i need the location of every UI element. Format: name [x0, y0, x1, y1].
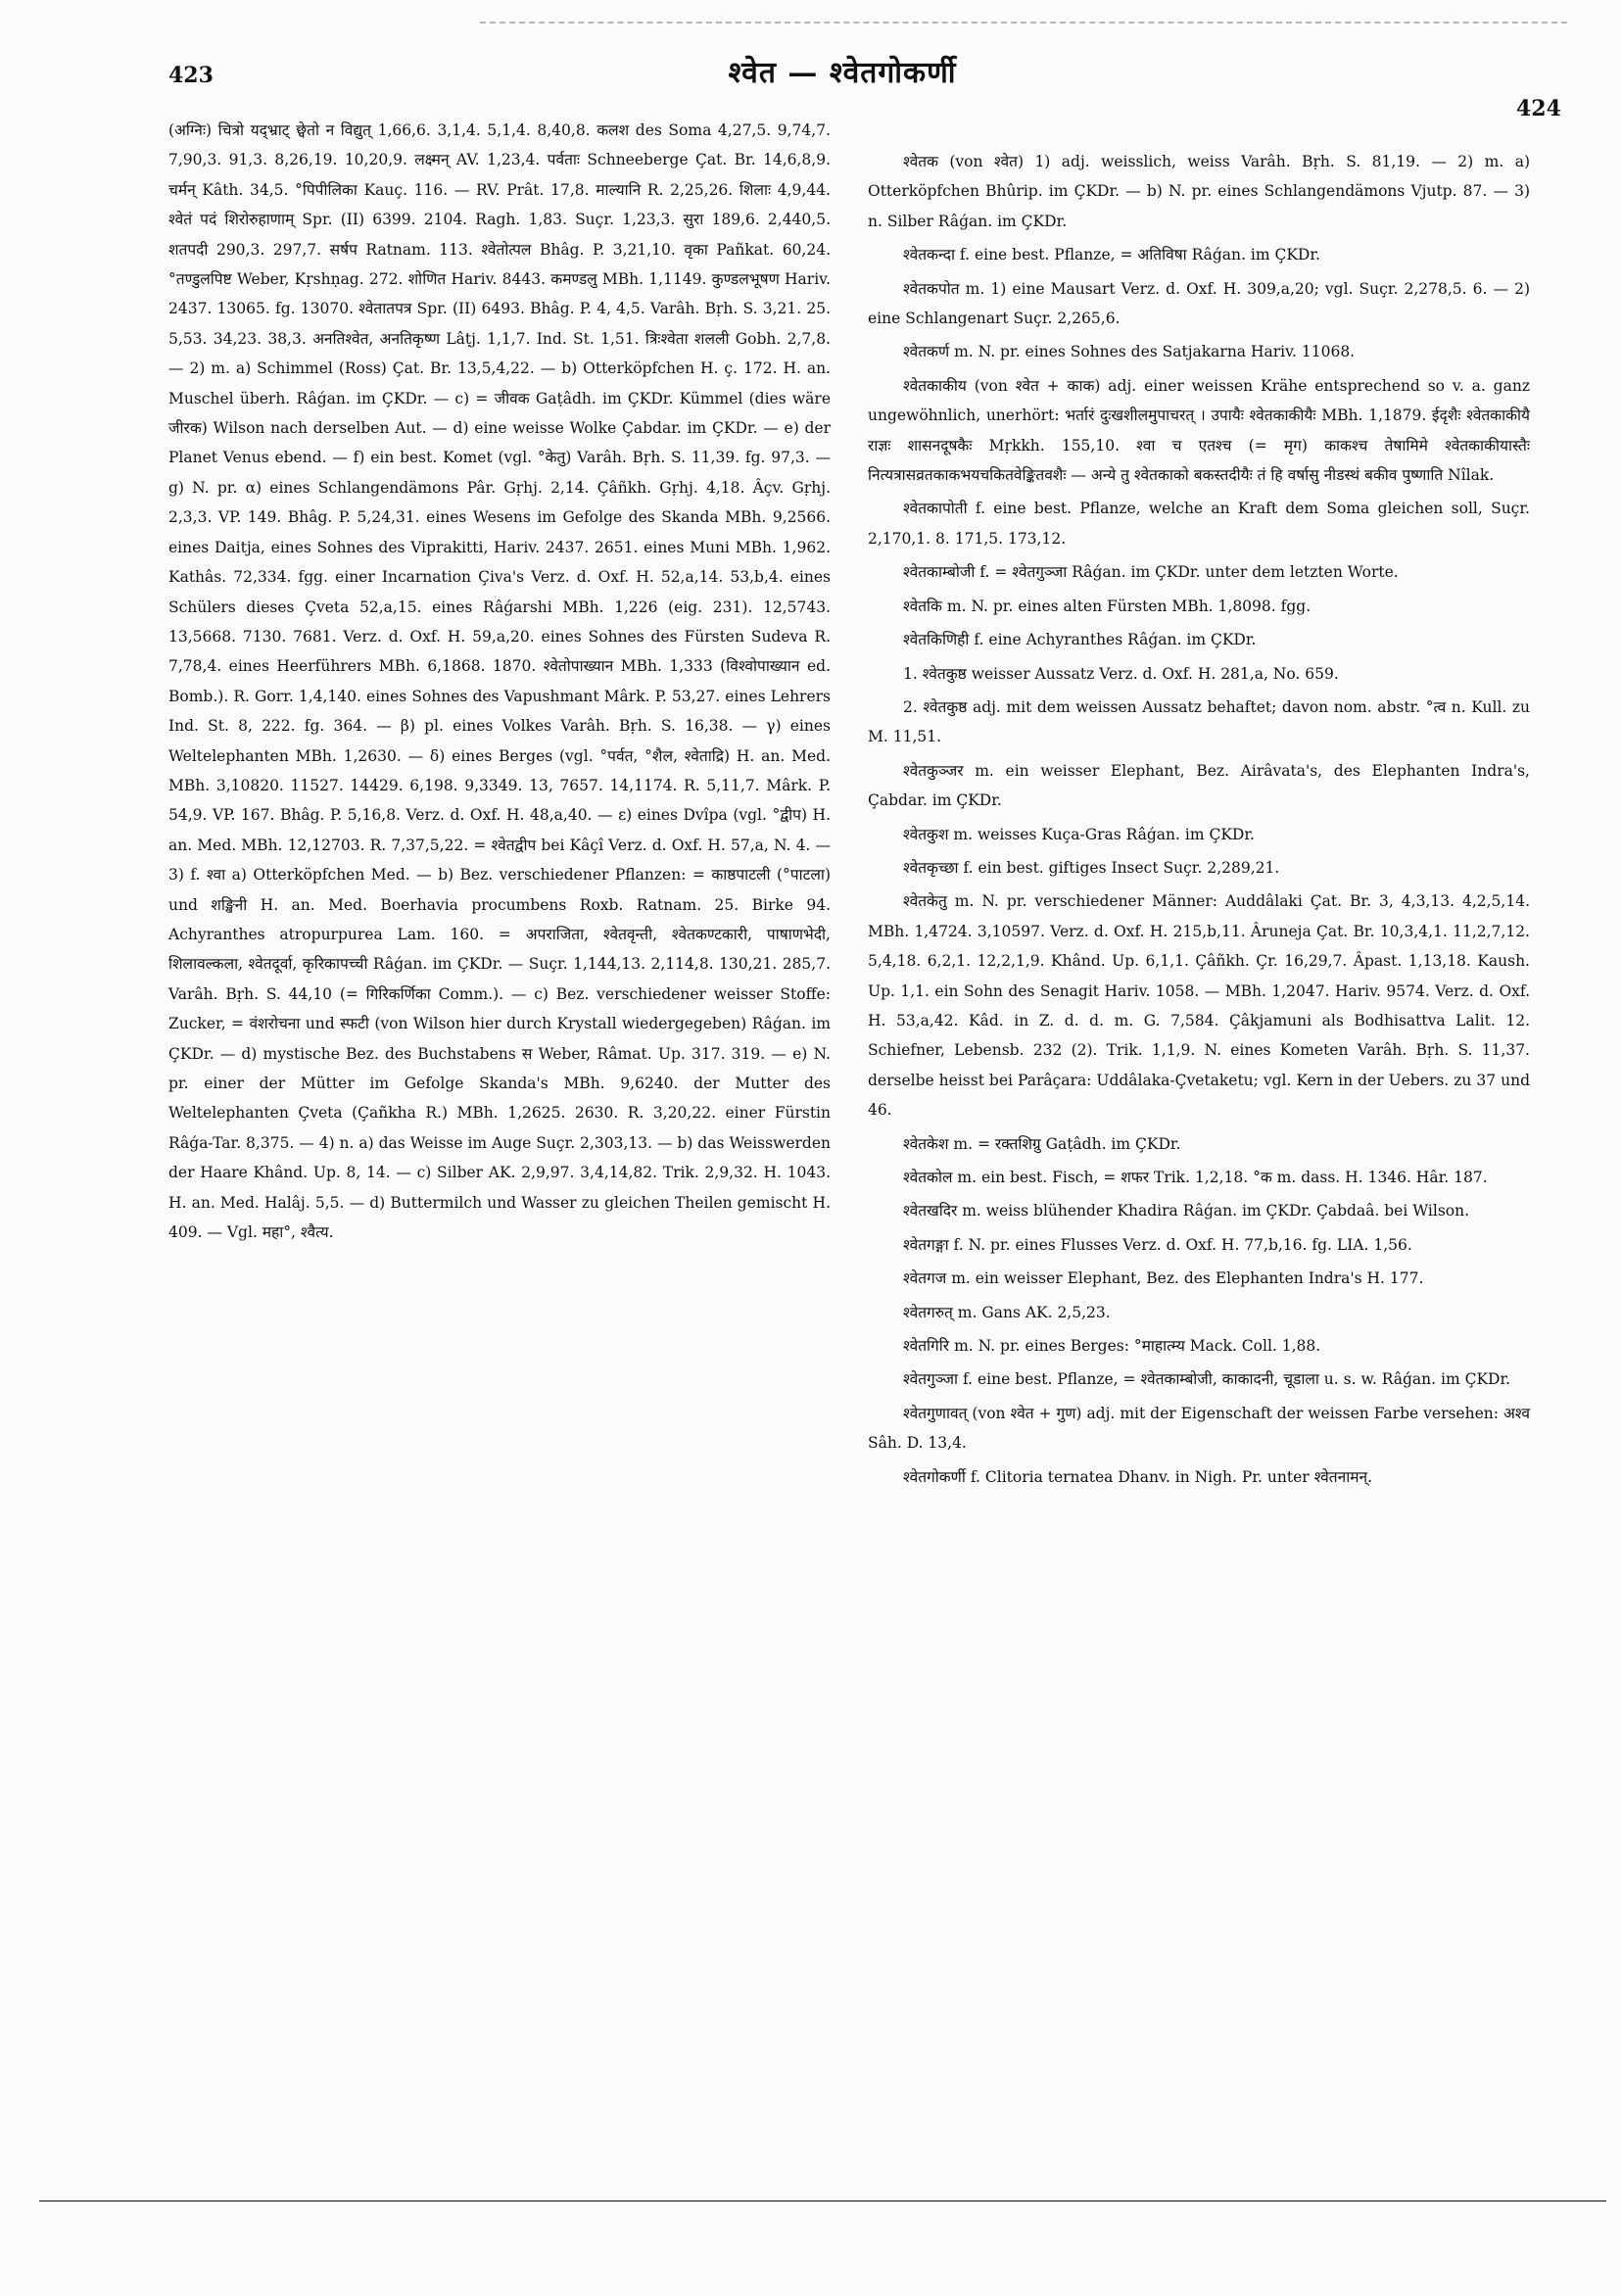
left-column: [168, 116, 831, 1247]
entry-shvetagarut: श्वेतगरुत् m. Gans AK. 2,5,23.: [903, 1303, 1111, 1321]
entry-shvetakola: श्वेतकोल m. ein best. Fisch, = शफर Trik. 1,2,18. °क m. dass. H. 1346. Hâr. 187.: [903, 1169, 1488, 1186]
entry-shvetakunjara: श्वेतकुञ्जर m. ein weisser Elephant, Bez. Airâvata's, des Elephanten Indra's, Çabdar. im ÇKDr.: [868, 761, 1530, 810]
entry-shvetakakiya: श्वेतकाकीय (von श्वेत + काक) adj. einer weissen Krähe entsprechend so v. a. ganz ungewöhnlich, unerhört: भर्तारं दुःखशीलमुपाचरत् । उपायैः श्वेतकाकीयैः MBh. 1,1879. ईदृशैः श्वेतकाकीयै राज्ञः शासनदूषकैः Mṛkkh. 155,10. श्वा च एतश्च (= मृग) काकश्च तेषामिमे श्वेतकाकीयास्तैः नित्यत्रासव्रतकाकभयचकितवेङ्कितवशैः — अन्ये तु श्वेतकाको बकस्तदीयैः तं हि वर्षासु नीडस्थं बकीव पुष्णाति Nîlak.: [868, 376, 1530, 485]
right-column: [868, 147, 1530, 1496]
left-column-text: (अग्निः) चित्रो यद्भ्राट् छ्वेतो न विद्युत् 1,66,6. 3,1,4. 5,1,4. 8,40,8. कलश des Soma 4,27,5. 9,74,7. 7,90,3. 91,3. 8,26,19. 10,20,9. लक्ष्मन् AV. 1,23,4. पर्वताः Schneeberge Çat. Br. 14,6,8,9. चर्मन् Kâth. 34,5. °पिपीलिका Kauç. 116. — RV. Prât. 17,8. माल्यानि R. 2,25,26. शिलाः 4,9,44. श्वेतं पदं शिरोरुहाणाम् Spr. (II) 6399. 2104. Ragh. 1,83. Suçr. 1,23,3. सुरा 189,6. 2,440,5. शतपदी 290,3. 297,7. सर्षप Ratnam. 113. श्वेतोत्पल Bhâg. P. 3,21,10. वृका Pañkat. 60,24. °तण्डुलपिष्ट Weber, Kṛshṇag. 272. शोणित Hariv. 8443. कमण्डलु MBh. 1,1149. कुण्डलभूषण Hariv. 2437. 13065. fg. 13070. श्वेतातपत्र Spr. (II) 6493. Bhâg. P. 4, 4,5. Varâh. Bṛh. S. 3,21. 25. 5,53. 34,23. 38,3. अनतिश्वेत, अनतिकृष्ण Lâṭj. 1,1,7. Ind. St. 1,51. त्रिःश्वेता शलली Gobh. 2,7,8. — 2) m. a) Schimmel (Ross) Çat. Br. 13,5,4,22. — b) Otterköpfchen H. ç. 172. H. an. Muschel überh. Râǵan. im ÇKDr. — c) = जीवक Gaṭâdh. im ÇKDr. Kümmel (dies wäre जीरक) Wilson nach derselben Aut. — d) eine weisse Wolke Çabdar. im ÇKDr. — e) der Planet Venus ebend. — f) ein best. Komet (vgl. °केतु) Varâh. Bṛh. S. 11,39. fg. 97,3. — g) N. pr. α) eines Schlangendämons Pâr. Gṛhj. 2,14. Çâñkh. Gṛhj. 4,18. Âçv. Gṛhj. 2,3,3. VP. 149. Bhâg. P. 5,24,31. eines Wesens im Gefolge des Skanda MBh. 9,2566. eines Daitja, eines Sohnes des Viprakitti, Hariv. 2437. 2651. eines Muni MBh. 1,962. Kathâs. 72,334. fgg. einer Incarnation Çiva's Verz. d. Oxf. H. 52,a,14. 53,b,4. eines Schülers dieses Çveta 52,a,15. eines Râǵarshi MBh. 1,226 (eig. 231). 12,5743. 13,5668. 7130. 7681. Verz. d. Oxf. H. 59,a,20. eines Sohnes des Fürsten Sudeva R. 7,78,4. eines Heerführers MBh. 6,1868. 1870. श्वेतोपाख्यान MBh. 1,333 (विश्वोपाख्यान ed. Bomb.). R. Gorr. 1,4,140. eines Sohnes des Vapushmant Mârk. P. 53,27. eines Lehrers Ind. St. 8, 222. fg. 364. — β) pl. eines Volkes Varâh. Bṛh. S. 16,38. — γ) eines Weltelephanten MBh. 1,2630. — δ) eines Berges (vgl. °पर्वत, °शैल, श्वेताद्रि) H. an. Med. MBh. 3,10820. 11527. 14429. 6,198. 9,3349. 13, 7657. 14,1174. R. 5,11,7. Mârk. P. 54,9. VP. 167. Bhâg. P. 5,16,8. Verz. d. Oxf. H. 48,a,40. — ε) eines Dvîpa (vgl. °द्वीप) H. an. Med. MBh. 12,12703. R. 7,37,5,22. = श्वेतद्वीप bei Kâçî Verz. d. Oxf. H. 57,a, N. 4. — 3) f. श्वा a) Otterköpfchen Med. — b) Bez. verschiedener Pflanzen: = काष्ठपाटली (°पाटला) und शङ्खिनी H. an. Med. Boerhavia procumbens Roxb. Ratnam. 25. Birke 94. Achyranthes atropurpurea Lam. 160. = अपराजिता, श्वेतवृन्ती, श्वेतकण्टकारी, पाषाणभेदी, शिलावल्कला, श्वेतदूर्वा, कृरिकापच्ची Râǵan. im ÇKDr. — Suçr. 1,144,13. 2,114,8. 130,21. 285,7. Varâh. Bṛh. S. 44,10 (= गिरिकर्णिका Comm.). — c) Bez. verschiedener weisser Stoffe: Zucker, = वंशरोचना und स्फटी (von Wilson hier durch Krystall wiedergegeben) Râǵan. im ÇKDr. — d) mystische Bez. des Buchstabens स Weber, Râmat. Up. 317. 319. — e) N. pr. einer der Mütter im Gefolge Skanda's MBh. 9,6240. der Mutter des Weltelephanten Çveta (Çañkha R.) MBh. 1,2625. 2630. R. 3,20,22. einer Fürstin Râǵa-Tar. 8,375. — 4) n. a) das Weisse im Auge Suçr. 2,303,13. — b) das Weisswerden der Haare Khând. Up. 8, 14. — c) Silber AK. 2,9,97. 3,4,14,82. Trik. 2,9,32. H. 1043. H. an. Med. Halâj. 5,5. — d) Buttermilch und Wasser zu gleichen Theilen gemischt H. 409. — Vgl. महा°, श्वैत्य.: [168, 121, 831, 1242]
entry-shvetagunja: श्वेतगुञ्जा f. eine best. Pflanze, = श्वेतकाम्बोजी, काकादनी, चूडाला u. s. w. Râǵan. im ÇKDr.: [903, 1370, 1511, 1389]
entry-shvetakapoti: श्वेतकापोती f. eine best. Pflanze, welche an Kraft dem Soma gleichen soll, Suçr. 2,170,1. 8. 171,5. 173,12.: [868, 500, 1530, 548]
entry-shvetakhadira: श्वेतखदिर m. weiss blühender Khadira Râǵan. im ÇKDr. Çabdaâ. bei Wilson.: [903, 1202, 1470, 1220]
entry-shvetakamboji: श्वेतकाम्बोजी f. = श्वेतगुञ्जा Râǵan. im ÇKDr. unter dem letzten Worte.: [903, 563, 1399, 582]
bottom-scan-rule: [39, 2200, 1606, 2202]
entry-shvetakriccha: श्वेतकृच्छा f. ein best. giftiges Insect Suçr. 2,289,21.: [903, 858, 1280, 877]
entry-shvetaki: श्वेतकि m. N. pr. eines alten Fürsten MBh. 1,8098. fgg.: [903, 597, 1312, 615]
top-scan-rule: [480, 22, 1567, 24]
running-head: श्वेत — श्वेतगोकर्णी: [728, 56, 957, 90]
entry-shvetagunavat: श्वेतगुणावत् (von श्वेत + गुण) adj. mit der Eigenschaft der weissen Farbe versehen: अश्व Sâh. D. 13,4.: [868, 1404, 1530, 1453]
entry-shvetakushtha-1: 1. श्वेतकुष्ठ weisser Aussatz Verz. d. Oxf. H. 281,a, No. 659.: [903, 664, 1339, 683]
entry-shvetagiri: श्वेतगिरि m. N. pr. eines Berges: °माहात्म्य Mack. Coll. 1,88.: [903, 1337, 1321, 1356]
page-number-left: 423: [168, 63, 214, 88]
entry-shvetaganga: श्वेतगङ्गा f. N. pr. eines Flusses Verz. d. Oxf. H. 77,b,16. fg. LIA. 1,56.: [903, 1235, 1412, 1254]
entry-shvetaka: श्वेतक (von श्वेत) 1) adj. weisslich, weiss Varâh. Bṛh. S. 81,19. — 2) m. a) Otterköpfchen Bhûrip. im ÇKDr. — b) N. pr. eines Schlangendämons Vjutp. 87. — 3) n. Silber Râǵan. im ÇKDr.: [868, 153, 1530, 230]
entry-shvetakanda: श्वेतकन्दा f. eine best. Pflanze, = अतिविषा Râǵan. im ÇKDr.: [903, 246, 1320, 264]
page-number-right: 424: [1516, 96, 1561, 121]
entry-shvetakapota: श्वेतकपोत m. 1) eine Mausart Verz. d. Oxf. H. 309,a,20; vgl. Suçr. 2,278,5. 6. — 2) eine Schlangenart Suçr. 2,265,6.: [868, 279, 1530, 328]
entry-shvetakarna: श्वेतकर्ण m. N. pr. eines Sohnes des Satjakarna Hariv. 11068.: [903, 343, 1356, 361]
entry-shvetakesha: श्वेतकेश m. = रक्तशिग्रु Gaṭâdh. im ÇKDr.: [903, 1134, 1181, 1153]
entry-shvetaketu: श्वेतकेतु m. N. pr. verschiedener Männer: Auddâlaki Çat. Br. 3, 4,3,13. 4,2,5,14. MBh. 1,4724. 3,10597. Verz. d. Oxf. H. 215,b,11. Âruneja Çat. Br. 10,3,4,1. 11,2,7,12. 5,4,18. 6,2,1. 12,2,1,9. Khând. Up. 6,1,1. Çâñkh. Çr. 16,29,7. Âpast. 1,13,18. Kaush. Up. 1,1. ein Sohn des Senagit Hariv. 1058. — MBh. 1,2047. Hariv. 9574. Verz. d. Oxf. H. 53,a,42. Kâd. in Z. d. d. m. G. 7,584. Çâkjamuni als Bodhisattva Lalit. 12. Schiefner, Lebensb. 232 (2). Trik. 1,1,9. N. eines Kometen Varâh. Bṛh. S. 11,37. derselbe heisst bei Parâçara: Uddâlaka-Çvetaketu; vgl. Kern in der Uebers. zu 37 und 46.: [868, 892, 1530, 1120]
entry-shvetagaja: श्वेतगज m. ein weisser Elephant, Bez. des Elephanten Indra's H. 177.: [903, 1269, 1424, 1288]
page-header: [0, 51, 1622, 120]
entry-shvetakinihi: श्वेतकिणिही f. eine Achyranthes Râǵan. im ÇKDr.: [903, 631, 1257, 649]
entry-shvetakusha: श्वेतकुश m. weisses Kuça-Gras Râǵan. im ÇKDr.: [903, 825, 1255, 843]
entry-shvetakushtha-2: 2. श्वेतकुष्ठ adj. mit dem weissen Aussatz behaftet; davon nom. abstr. °त्व n. Kull. zu M. 11,51.: [868, 697, 1530, 746]
entry-shvetagokarni: श्वेतगोकर्णी f. Clitoria ternatea Dhanv. in Nigh. Pr. unter श्वेतनामन्.: [903, 1467, 1373, 1486]
